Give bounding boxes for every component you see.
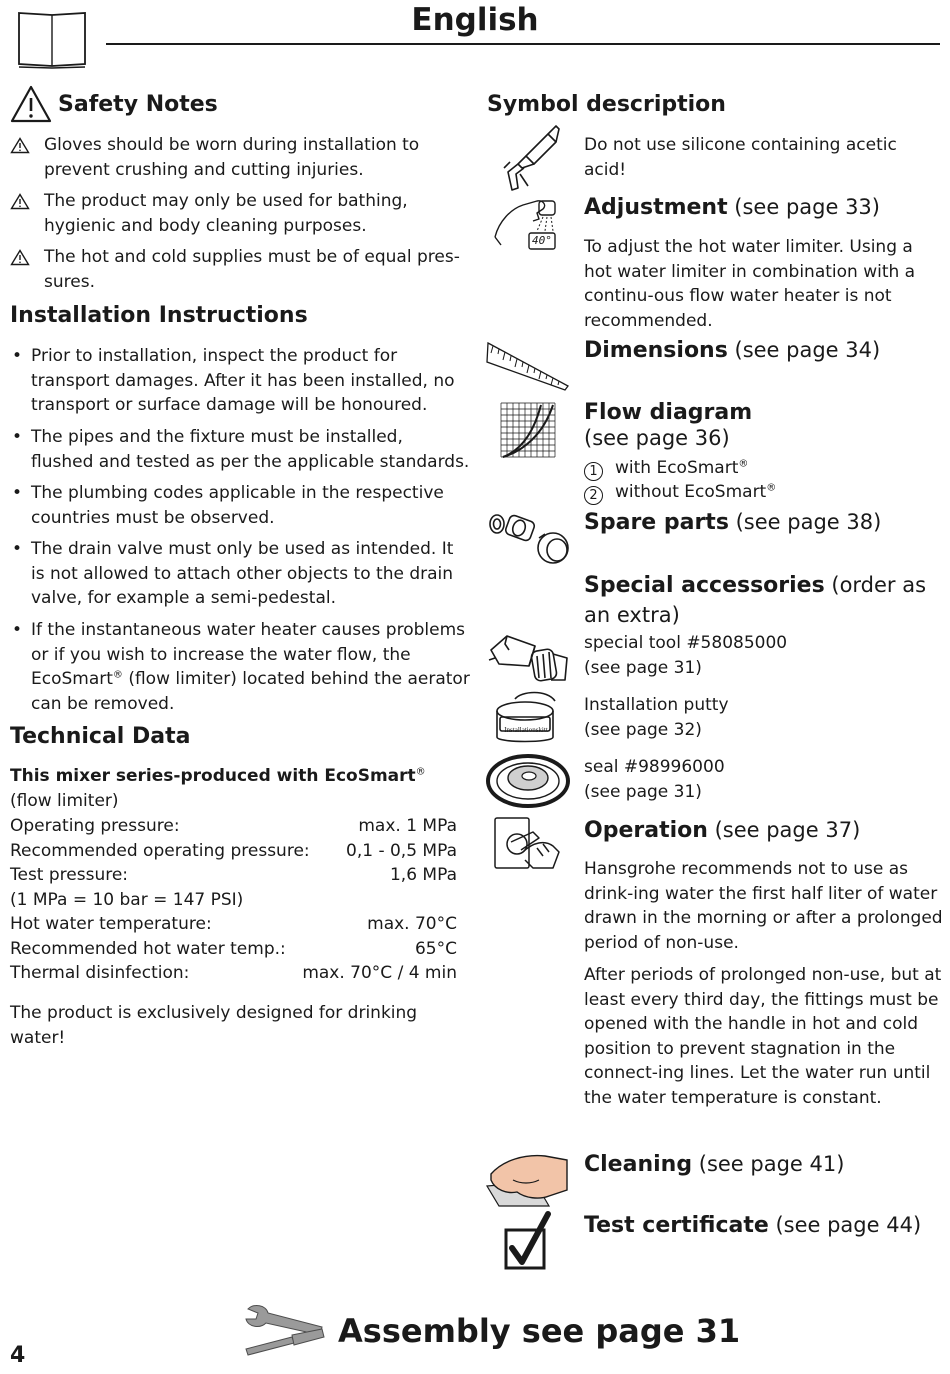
- assembly-reference: Assembly see page 31: [338, 1312, 741, 1350]
- number-circle: 2: [584, 486, 603, 505]
- spare-parts-heading: Spare parts (see page 38): [584, 510, 882, 535]
- safety-note: [10, 133, 470, 182]
- installation-item-text: The pipes and the fixture must be installed, flushed and tested as per the applicable standards.: [31, 427, 470, 472]
- tech-value: 1,6 MPa: [389, 865, 457, 885]
- tech-value: 65°C: [414, 939, 457, 959]
- warning-icon: [10, 137, 30, 154]
- accessory-item: Installation putty (see page 32): [584, 695, 729, 740]
- operation-heading: Operation (see page 37): [584, 818, 861, 843]
- warning-icon: [10, 193, 30, 210]
- wrench-screwdriver-icon: [244, 1303, 326, 1359]
- bullet: •: [12, 346, 23, 366]
- test-certificate-heading: Test certificate (see page 44): [584, 1213, 922, 1238]
- tech-value: max. 70°C: [367, 914, 457, 934]
- ruler-icon: [485, 340, 571, 392]
- installation-item: [10, 481, 470, 530]
- dimensions-heading: Dimensions (see page 34): [584, 338, 881, 363]
- putty-tin-icon: [491, 691, 561, 749]
- bullet: •: [12, 620, 23, 640]
- special-tool-icon: [485, 630, 571, 688]
- safety-note-text: Gloves should be worn during installation to prevent crushing and cutting injuries.: [44, 135, 420, 180]
- operation-paragraph: After periods of prolonged non-use, but at least every third day, the fittings must be opened with the handle in hot and cold position to prevent stagnation in the connect-ing lines. Let the water run until the water temperature is constant.: [584, 965, 942, 1108]
- tech-label: Test pressure:: [10, 865, 129, 885]
- technical-data-title: Technical Data: [10, 724, 191, 749]
- installation-item: [10, 537, 470, 611]
- faucet-handle-icon: [493, 812, 565, 872]
- accessory-item: special tool #58085000 (see page 31): [584, 633, 788, 678]
- installation-item-text: The drain valve must only be used as intended. It is not allowed to attach other objects to the drain valve, for example a semi-pedestal.: [31, 539, 454, 609]
- symbol-description-title: Symbol description: [487, 92, 726, 117]
- flow-diagram-icon: [499, 401, 557, 459]
- tech-value: max. 70°C / 4 min: [302, 963, 457, 983]
- tech-value: 0,1 - 0,5 MPa: [346, 841, 457, 861]
- hand-thermostat-icon: [493, 195, 565, 255]
- drinking-water-note: The product is exclusively designed for drinking water!: [10, 1003, 418, 1048]
- warning-icon: [10, 249, 30, 266]
- spare-parts-icon: [487, 508, 573, 566]
- safety-note: [10, 189, 470, 238]
- putty-tin-label: Installationskitt: [504, 726, 548, 734]
- seal-icon: [485, 752, 571, 810]
- special-accessories-heading: Special accessories (order as an extra): [584, 573, 927, 627]
- adjustment-heading: Adjustment (see page 33): [584, 195, 880, 220]
- tech-value: max. 1 MPa: [358, 816, 457, 836]
- number-circle: 1: [584, 462, 603, 481]
- adjustment-text: To adjust the hot water limiter. Using a hot water limiter in combination with a continu-ous flow water heater is not recommended.: [584, 237, 916, 331]
- installation-item: [10, 425, 470, 474]
- thermostat-display: 40°: [532, 234, 552, 247]
- tech-label: Hot water temperature:: [10, 914, 212, 934]
- flow-diagram-heading: Flow diagram (see page 36): [584, 400, 753, 450]
- bullet: •: [12, 539, 23, 559]
- page-number: 4: [10, 1343, 26, 1368]
- tech-label: Recommended operating pressure:: [10, 841, 310, 861]
- tech-label: Operating pressure:: [10, 816, 180, 836]
- tech-label: Thermal disinfection:: [10, 963, 190, 983]
- flow-item: 2 without EcoSmart®: [584, 480, 944, 505]
- operation-paragraph: Hansgrohe recommends not to use as drink-ing water the first half liter of water drawn in the morning or after a prolonged period of non-use.: [584, 859, 943, 953]
- technical-intro: This mixer series-produced with EcoSmart® (flow limiter): [10, 766, 426, 811]
- safety-note-text: The hot and cold supplies must be of equal pres-sures.: [44, 247, 460, 292]
- language-title: English: [411, 2, 539, 38]
- installation-item-text: Prior to installation, inspect the product for transport damages. After it has been installed, no transport or surface damage will be honoured.: [31, 346, 455, 416]
- checkbox-check-icon: [502, 1210, 554, 1272]
- installation-item-text: If the instantaneous water heater causes problems or if you wish to increase the water flow, the EcoSmart® (flow limiter) located behind the aerator can be removed.: [31, 620, 470, 714]
- silicone-gun-icon: [496, 122, 562, 192]
- bullet: •: [12, 483, 23, 503]
- tech-label: Recommended hot water temp.:: [10, 939, 286, 959]
- safety-note: [10, 245, 470, 294]
- cleaning-hand-icon: [485, 1150, 571, 1208]
- header-rule: [106, 43, 940, 45]
- tech-label: (1 MPa = 10 bar = 147 PSI): [10, 890, 244, 910]
- accessory-item: seal #98996000 (see page 31): [584, 757, 725, 802]
- cleaning-heading: Cleaning (see page 41): [584, 1152, 845, 1177]
- flow-item: 1 with EcoSmart®: [584, 456, 944, 481]
- installation-item: [10, 618, 470, 716]
- installation-item: [10, 344, 470, 418]
- warning-icon: [10, 85, 52, 123]
- safety-note-text: The product may only be used for bathing, hygienic and body cleaning purposes.: [44, 191, 408, 236]
- bullet: •: [12, 427, 23, 447]
- silicone-warning: Do not use silicone containing acetic acid!: [584, 135, 897, 180]
- installation-title: Installation Instructions: [10, 303, 308, 328]
- safety-notes-title: Safety Notes: [58, 92, 218, 117]
- installation-item-text: The plumbing codes applicable in the respective countries must be observed.: [31, 483, 444, 528]
